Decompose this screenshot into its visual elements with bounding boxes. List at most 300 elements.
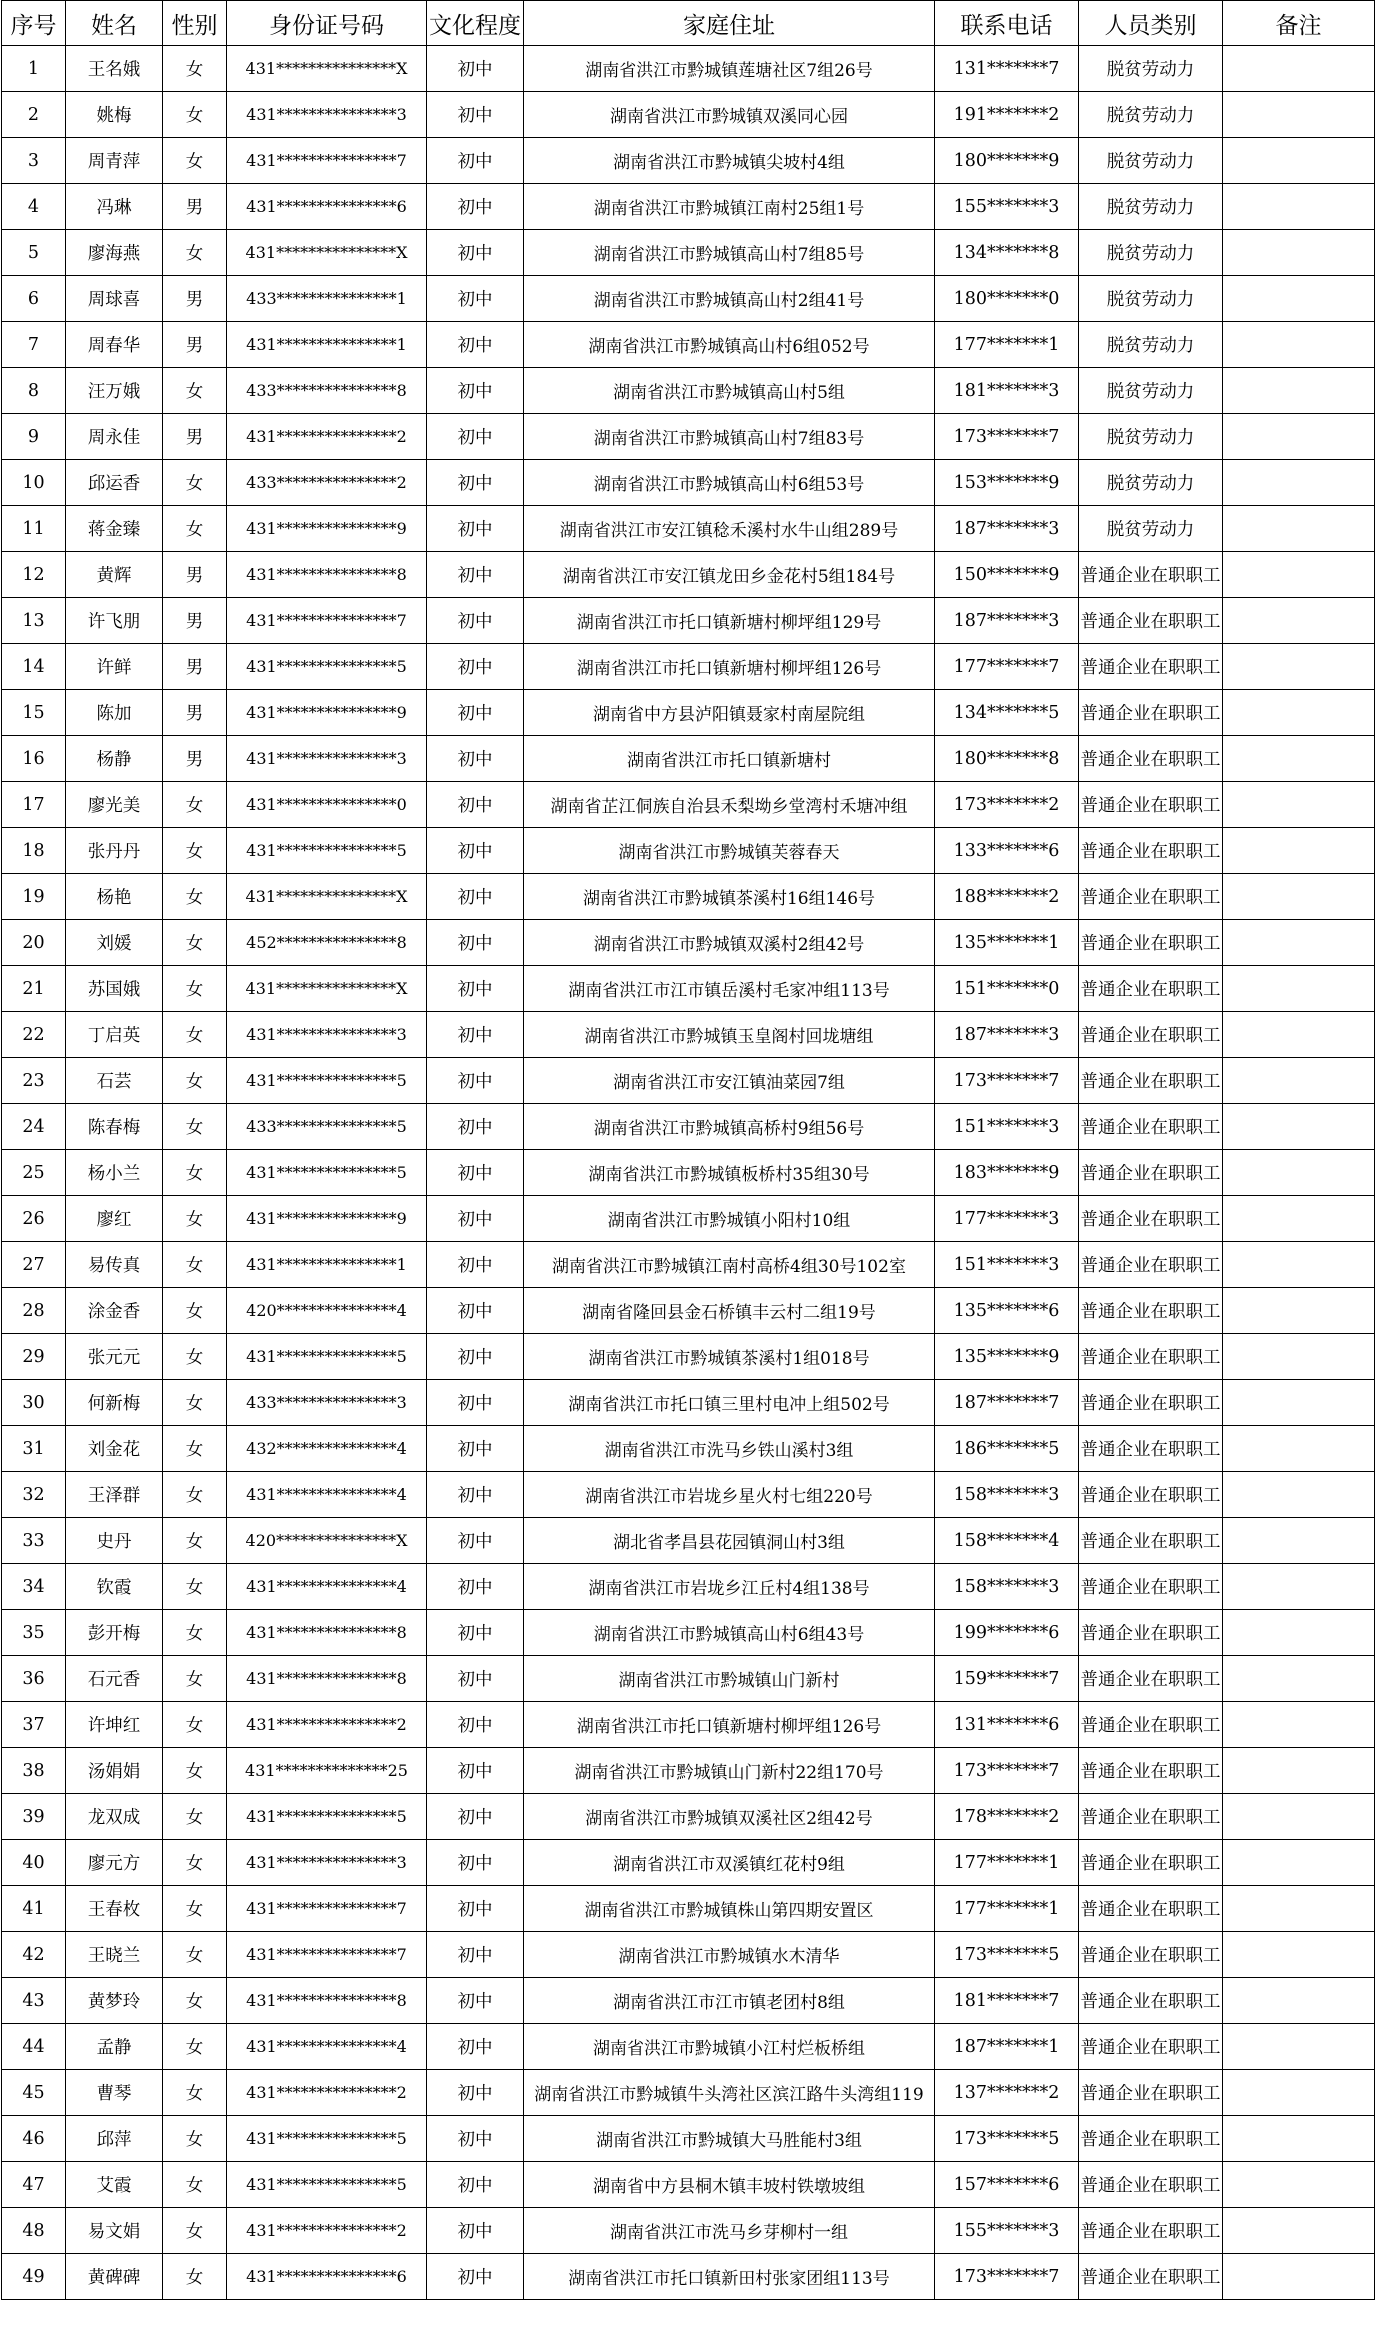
cell-category: 普通企业在职职工 [1079,1242,1223,1288]
header-cell-index: 序号 [2,1,66,46]
cell-index: 27 [2,1242,66,1288]
table-row [2,552,1375,598]
cell-remarks [1223,598,1375,644]
cell-category: 普通企业在职职工 [1079,690,1223,736]
header-cell-category: 人员类别 [1079,1,1223,46]
table-row [2,966,1375,1012]
cell-education: 初中 [427,1472,524,1518]
cell-phone: 159*******7 [935,1656,1079,1702]
cell-address: 湖南省洪江市黔城镇双溪社区2组42号 [524,1794,935,1840]
cell-gender: 女 [163,1288,227,1334]
cell-id-number: 431***************7 [227,1932,427,1978]
cell-gender: 男 [163,414,227,460]
cell-name: 王泽群 [66,1472,163,1518]
cell-phone: 133*******6 [935,828,1079,874]
cell-id-number: 433***************1 [227,276,427,322]
cell-id-number: 431***************9 [227,506,427,552]
table-row [2,1978,1375,2024]
cell-index: 41 [2,1886,66,1932]
cell-address: 湖南省洪江市岩垅乡江丘村4组138号 [524,1564,935,1610]
cell-phone: 177*******1 [935,322,1079,368]
header-cell-name: 姓名 [66,1,163,46]
cell-education: 初中 [427,230,524,276]
cell-education: 初中 [427,92,524,138]
cell-remarks [1223,2254,1375,2300]
cell-address: 湖南省洪江市双溪镇红花村9组 [524,1840,935,1886]
cell-remarks [1223,828,1375,874]
cell-index: 44 [2,2024,66,2070]
cell-gender: 女 [163,782,227,828]
cell-education: 初中 [427,1518,524,1564]
cell-id-number: 420***************X [227,1518,427,1564]
cell-id-number: 431***************3 [227,1840,427,1886]
table-row [2,1334,1375,1380]
cell-phone: 187*******1 [935,2024,1079,2070]
cell-id-number: 431***************X [227,874,427,920]
cell-id-number: 433***************3 [227,1380,427,1426]
cell-id-number: 431***************5 [227,2162,427,2208]
cell-education: 初中 [427,1012,524,1058]
cell-gender: 女 [163,1196,227,1242]
cell-phone: 131*******7 [935,46,1079,92]
cell-category: 普通企业在职职工 [1079,1104,1223,1150]
cell-gender: 男 [163,276,227,322]
table-row [2,460,1375,506]
table-row [2,2162,1375,2208]
cell-gender: 女 [163,2162,227,2208]
cell-id-number: 431***************2 [227,2208,427,2254]
table-row [2,1196,1375,1242]
cell-remarks [1223,506,1375,552]
cell-category: 普通企业在职职工 [1079,1840,1223,1886]
cell-address: 湖南省洪江市江市镇岳溪村毛家冲组113号 [524,966,935,1012]
cell-gender: 男 [163,552,227,598]
cell-remarks [1223,552,1375,598]
cell-category: 普通企业在职职工 [1079,1334,1223,1380]
cell-name: 杨小兰 [66,1150,163,1196]
cell-index: 13 [2,598,66,644]
cell-education: 初中 [427,920,524,966]
cell-education: 初中 [427,1748,524,1794]
cell-category: 普通企业在职职工 [1079,598,1223,644]
cell-name: 涂金香 [66,1288,163,1334]
cell-index: 22 [2,1012,66,1058]
cell-gender: 女 [163,2024,227,2070]
cell-category: 普通企业在职职工 [1079,1656,1223,1702]
cell-category: 普通企业在职职工 [1079,1564,1223,1610]
cell-category: 普通企业在职职工 [1079,920,1223,966]
cell-index: 38 [2,1748,66,1794]
cell-address: 湖南省洪江市托口镇新塘村柳坪组126号 [524,644,935,690]
cell-index: 9 [2,414,66,460]
cell-category: 普通企业在职职工 [1079,1748,1223,1794]
table-row [2,1702,1375,1748]
cell-index: 32 [2,1472,66,1518]
cell-gender: 女 [163,1656,227,1702]
cell-education: 初中 [427,644,524,690]
cell-education: 初中 [427,690,524,736]
cell-id-number: 431***************4 [227,1564,427,1610]
cell-name: 陈加 [66,690,163,736]
cell-address: 湖南省洪江市黔城镇小江村烂板桥组 [524,2024,935,2070]
cell-remarks [1223,1886,1375,1932]
personnel-table [1,0,1375,2300]
cell-phone: 188*******2 [935,874,1079,920]
cell-id-number: 431***************8 [227,552,427,598]
cell-remarks [1223,138,1375,184]
cell-education: 初中 [427,1840,524,1886]
cell-name: 黄碑碑 [66,2254,163,2300]
cell-name: 周春华 [66,322,163,368]
cell-name: 廖海燕 [66,230,163,276]
cell-remarks [1223,1334,1375,1380]
cell-education: 初中 [427,828,524,874]
cell-phone: 180*******0 [935,276,1079,322]
table-row [2,1426,1375,1472]
cell-remarks [1223,460,1375,506]
cell-phone: 173*******7 [935,1058,1079,1104]
table-row [2,1472,1375,1518]
cell-category: 普通企业在职职工 [1079,1058,1223,1104]
cell-remarks [1223,1012,1375,1058]
cell-education: 初中 [427,782,524,828]
cell-education: 初中 [427,1380,524,1426]
cell-phone: 181*******7 [935,1978,1079,2024]
cell-gender: 女 [163,230,227,276]
table-row [2,2024,1375,2070]
cell-gender: 男 [163,736,227,782]
cell-index: 11 [2,506,66,552]
cell-category: 普通企业在职职工 [1079,1518,1223,1564]
cell-index: 8 [2,368,66,414]
cell-address: 湖南省洪江市黔城镇板桥村35组30号 [524,1150,935,1196]
cell-category: 普通企业在职职工 [1079,2208,1223,2254]
cell-gender: 女 [163,1932,227,1978]
cell-category: 普通企业在职职工 [1079,552,1223,598]
cell-phone: 177*******7 [935,644,1079,690]
cell-index: 42 [2,1932,66,1978]
cell-name: 王名娥 [66,46,163,92]
cell-phone: 187*******7 [935,1380,1079,1426]
cell-gender: 女 [163,1794,227,1840]
cell-address: 湖南省洪江市黔城镇双溪村2组42号 [524,920,935,966]
cell-remarks [1223,1748,1375,1794]
cell-education: 初中 [427,1058,524,1104]
cell-index: 18 [2,828,66,874]
cell-remarks [1223,1104,1375,1150]
table-row [2,1748,1375,1794]
cell-address: 湖南省洪江市黔城镇芙蓉春天 [524,828,935,874]
cell-remarks [1223,1196,1375,1242]
cell-address: 湖南省洪江市黔城镇玉皇阁村回垅塘组 [524,1012,935,1058]
cell-name: 杨艳 [66,874,163,920]
cell-id-number: 432***************4 [227,1426,427,1472]
cell-id-number: 431***************5 [227,2116,427,2162]
cell-name: 石芸 [66,1058,163,1104]
cell-gender: 女 [163,1334,227,1380]
cell-gender: 女 [163,2208,227,2254]
header-cell-gender: 性别 [163,1,227,46]
cell-category: 普通企业在职职工 [1079,1380,1223,1426]
cell-address: 湖南省洪江市黔城镇茶溪村1组018号 [524,1334,935,1380]
cell-education: 初中 [427,598,524,644]
cell-education: 初中 [427,1426,524,1472]
cell-index: 46 [2,2116,66,2162]
cell-phone: 157*******6 [935,2162,1079,2208]
table-row [2,1058,1375,1104]
cell-category: 普通企业在职职工 [1079,782,1223,828]
cell-id-number: 420***************4 [227,1288,427,1334]
cell-name: 刘媛 [66,920,163,966]
cell-name: 廖元方 [66,1840,163,1886]
cell-remarks [1223,690,1375,736]
cell-remarks [1223,920,1375,966]
cell-address: 湖南省洪江市黔城镇水木清华 [524,1932,935,1978]
cell-name: 钦霞 [66,1564,163,1610]
table-row [2,1380,1375,1426]
cell-phone: 173*******2 [935,782,1079,828]
cell-remarks [1223,184,1375,230]
cell-remarks [1223,1518,1375,1564]
table-row [2,1564,1375,1610]
cell-address: 湖南省洪江市黔城镇高山村2组41号 [524,276,935,322]
cell-education: 初中 [427,368,524,414]
cell-category: 普通企业在职职工 [1079,1702,1223,1748]
table-row [2,1012,1375,1058]
table-row [2,782,1375,828]
cell-remarks [1223,1058,1375,1104]
cell-name: 易传真 [66,1242,163,1288]
cell-education: 初中 [427,414,524,460]
cell-id-number: 431***************5 [227,1794,427,1840]
cell-index: 20 [2,920,66,966]
cell-index: 12 [2,552,66,598]
table-row [2,1242,1375,1288]
cell-address: 湖南省中方县桐木镇丰坡村铁墩坡组 [524,2162,935,2208]
cell-category: 普通企业在职职工 [1079,1978,1223,2024]
cell-category: 普通企业在职职工 [1079,1794,1223,1840]
cell-education: 初中 [427,2162,524,2208]
cell-gender: 女 [163,1242,227,1288]
cell-phone: 135*******9 [935,1334,1079,1380]
cell-gender: 女 [163,2116,227,2162]
cell-education: 初中 [427,1886,524,1932]
cell-address: 湖南省洪江市托口镇新塘村柳坪组129号 [524,598,935,644]
cell-id-number: 431***************1 [227,1242,427,1288]
cell-index: 16 [2,736,66,782]
cell-name: 廖光美 [66,782,163,828]
cell-phone: 151*******0 [935,966,1079,1012]
table-row [2,2070,1375,2116]
cell-address: 湖南省洪江市黔城镇江南村高桥4组30号102室 [524,1242,935,1288]
table-row [2,46,1375,92]
cell-phone: 153*******9 [935,460,1079,506]
cell-gender: 女 [163,1104,227,1150]
cell-phone: 173*******5 [935,2116,1079,2162]
cell-category: 普通企业在职职工 [1079,736,1223,782]
cell-name: 易文娟 [66,2208,163,2254]
cell-address: 湖南省洪江市黔城镇茶溪村16组146号 [524,874,935,920]
cell-phone: 135*******6 [935,1288,1079,1334]
cell-name: 刘金花 [66,1426,163,1472]
cell-id-number: 431***************5 [227,1150,427,1196]
cell-id-number: 431**************25 [227,1748,427,1794]
cell-address: 湖南省洪江市托口镇新田村张家团组113号 [524,2254,935,2300]
cell-phone: 137*******2 [935,2070,1079,2116]
cell-gender: 女 [163,2070,227,2116]
cell-name: 汤娟娟 [66,1748,163,1794]
cell-index: 35 [2,1610,66,1656]
cell-gender: 男 [163,644,227,690]
cell-category: 脱贫劳动力 [1079,506,1223,552]
cell-name: 王春枚 [66,1886,163,1932]
header-cell-education: 文化程度 [427,1,524,46]
cell-category: 脱贫劳动力 [1079,92,1223,138]
cell-category: 脱贫劳动力 [1079,276,1223,322]
cell-education: 初中 [427,552,524,598]
cell-index: 6 [2,276,66,322]
cell-gender: 女 [163,966,227,1012]
cell-remarks [1223,2208,1375,2254]
cell-category: 普通企业在职职工 [1079,1472,1223,1518]
cell-address: 湖南省洪江市黔城镇高山村6组43号 [524,1610,935,1656]
cell-index: 24 [2,1104,66,1150]
cell-education: 初中 [427,966,524,1012]
cell-gender: 女 [163,506,227,552]
cell-education: 初中 [427,1564,524,1610]
cell-remarks [1223,322,1375,368]
cell-name: 邱萍 [66,2116,163,2162]
cell-remarks [1223,1150,1375,1196]
cell-phone: 134*******8 [935,230,1079,276]
cell-address: 湖南省洪江市托口镇三里村电冲上组502号 [524,1380,935,1426]
cell-gender: 男 [163,322,227,368]
cell-address: 湖南省洪江市黔城镇莲塘社区7组26号 [524,46,935,92]
cell-gender: 女 [163,46,227,92]
cell-id-number: 431***************6 [227,2254,427,2300]
cell-gender: 女 [163,92,227,138]
cell-name: 丁启英 [66,1012,163,1058]
cell-education: 初中 [427,1288,524,1334]
table-row [2,598,1375,644]
cell-remarks [1223,1288,1375,1334]
cell-id-number: 431***************2 [227,1702,427,1748]
table-row [2,690,1375,736]
table-row [2,138,1375,184]
table-header [2,1,1375,46]
table-row [2,1840,1375,1886]
cell-remarks [1223,1702,1375,1748]
cell-index: 29 [2,1334,66,1380]
cell-gender: 女 [163,1978,227,2024]
cell-id-number: 431***************5 [227,644,427,690]
cell-category: 普通企业在职职工 [1079,828,1223,874]
cell-remarks [1223,1932,1375,1978]
cell-name: 姚梅 [66,92,163,138]
cell-education: 初中 [427,1334,524,1380]
cell-education: 初中 [427,184,524,230]
cell-phone: 180*******9 [935,138,1079,184]
cell-category: 普通企业在职职工 [1079,1150,1223,1196]
table-body [2,46,1375,2300]
cell-address: 湖南省洪江市黔城镇山门新村22组170号 [524,1748,935,1794]
cell-index: 49 [2,2254,66,2300]
cell-index: 36 [2,1656,66,1702]
cell-name: 周青萍 [66,138,163,184]
cell-phone: 181*******3 [935,368,1079,414]
cell-education: 初中 [427,1932,524,1978]
cell-phone: 173*******7 [935,1748,1079,1794]
cell-category: 脱贫劳动力 [1079,184,1223,230]
cell-id-number: 431***************9 [227,690,427,736]
cell-index: 31 [2,1426,66,1472]
cell-category: 普通企业在职职工 [1079,1426,1223,1472]
cell-education: 初中 [427,2024,524,2070]
header-cell-remarks: 备注 [1223,1,1375,46]
cell-name: 苏国娥 [66,966,163,1012]
cell-gender: 女 [163,1610,227,1656]
table-row [2,920,1375,966]
cell-gender: 女 [163,828,227,874]
cell-name: 黄梦玲 [66,1978,163,2024]
cell-gender: 女 [163,874,227,920]
cell-id-number: 431***************X [227,46,427,92]
table-row [2,506,1375,552]
cell-id-number: 431***************2 [227,414,427,460]
cell-index: 28 [2,1288,66,1334]
cell-address: 湖南省洪江市黔城镇高山村7组83号 [524,414,935,460]
cell-id-number: 431***************7 [227,138,427,184]
cell-address: 湖南省洪江市黔城镇牛头湾社区滨江路牛头湾组119 [524,2070,935,2116]
cell-address: 湖南省中方县泸阳镇聂家村南屋院组 [524,690,935,736]
cell-gender: 女 [163,368,227,414]
cell-education: 初中 [427,322,524,368]
cell-index: 45 [2,2070,66,2116]
cell-category: 普通企业在职职工 [1079,966,1223,1012]
cell-phone: 150*******9 [935,552,1079,598]
header-cell-id-number: 身份证号码 [227,1,427,46]
cell-phone: 135*******1 [935,920,1079,966]
cell-index: 2 [2,92,66,138]
cell-gender: 男 [163,184,227,230]
table-row [2,368,1375,414]
cell-remarks [1223,782,1375,828]
cell-index: 37 [2,1702,66,1748]
cell-education: 初中 [427,1656,524,1702]
cell-gender: 女 [163,1472,227,1518]
cell-phone: 180*******8 [935,736,1079,782]
cell-phone: 187*******3 [935,506,1079,552]
cell-phone: 155*******3 [935,184,1079,230]
cell-address: 湖南省洪江市黔城镇江南村25组1号 [524,184,935,230]
cell-remarks [1223,1610,1375,1656]
cell-index: 10 [2,460,66,506]
cell-name: 张丹丹 [66,828,163,874]
cell-education: 初中 [427,874,524,920]
cell-gender: 女 [163,1426,227,1472]
cell-address: 湖南省洪江市安江镇龙田乡金花村5组184号 [524,552,935,598]
cell-category: 普通企业在职职工 [1079,2116,1223,2162]
cell-remarks [1223,874,1375,920]
cell-index: 34 [2,1564,66,1610]
cell-id-number: 431***************4 [227,1472,427,1518]
cell-gender: 女 [163,1840,227,1886]
cell-gender: 女 [163,2254,227,2300]
cell-gender: 男 [163,598,227,644]
cell-id-number: 431***************5 [227,1334,427,1380]
cell-remarks [1223,92,1375,138]
table-row [2,1794,1375,1840]
